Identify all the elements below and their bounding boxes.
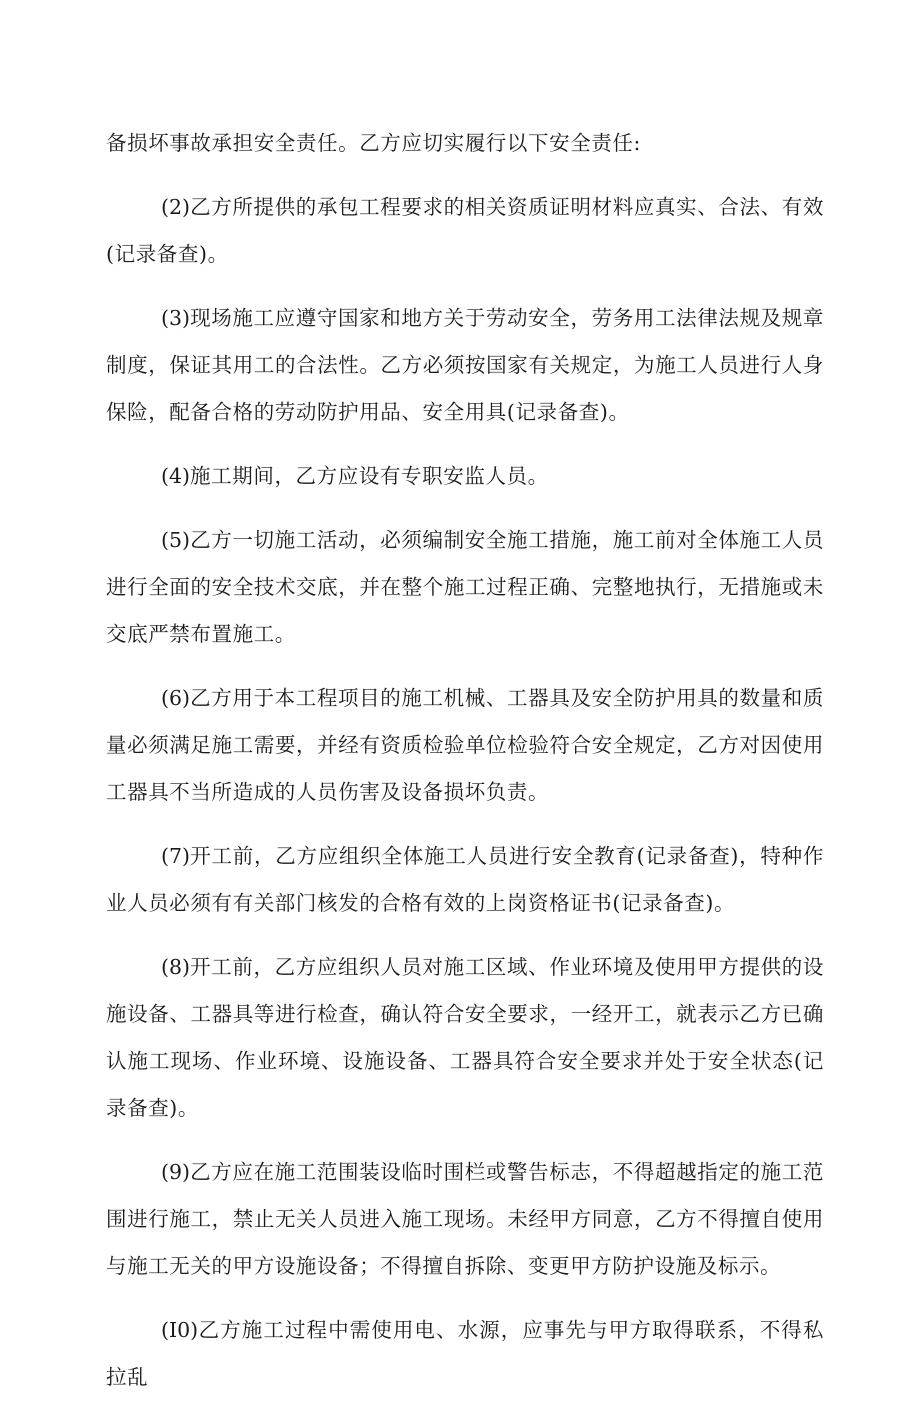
paragraph-5	[106, 517, 824, 658]
paragraph-6	[106, 675, 824, 816]
paragraph-7	[106, 833, 824, 927]
paragraph-text: 备损坏事故承担安全责任。乙方应切实履行以下安全责任:	[106, 131, 642, 155]
paragraph-1	[106, 120, 824, 167]
paragraph-text: 开工前，乙方应组织全体施工人员进行安全教育(记录备查)，特种作业人员必须有有关部门核发的合格有效的上岗资格证书(记录备查)。	[106, 844, 824, 915]
item-number: (6)	[161, 686, 191, 710]
item-number: (7)	[161, 844, 191, 868]
item-number: (I0)	[161, 1318, 199, 1342]
paragraph-8	[106, 944, 824, 1132]
paragraph-text: 施工期间，乙方应设有专职安监人员。	[190, 464, 549, 488]
item-number: (5)	[161, 528, 191, 552]
paragraph-text: 乙方施工过程中需使用电、水源，应事先与甲方取得联系，不得私拉乱	[106, 1318, 824, 1389]
paragraph-9	[106, 1149, 824, 1290]
item-number: (2)	[161, 195, 191, 219]
paragraph-text: 乙方用于本工程项目的施工机械、工器具及安全防护用具的数量和质量必须满足施工需要，并经有资质检验单位检验符合安全规定，乙方对因使用工器具不当所造成的人员伤害及设备损坏负责。	[106, 686, 824, 804]
item-number: (4)	[161, 464, 191, 488]
paragraph-10	[106, 1307, 824, 1401]
item-number: (3)	[161, 306, 191, 330]
item-number: (9)	[161, 1160, 191, 1184]
paragraph-2	[106, 184, 824, 278]
paragraph-text: 现场施工应遵守国家和地方关于劳动安全，劳务用工法律法规及规章制度，保证其用工的合法性。乙方必须按国家有关规定，为施工人员进行人身保险，配备合格的劳动防护用品、安全用具(记录备查)。	[106, 306, 824, 424]
paragraph-4	[106, 453, 824, 500]
paragraph-text: 乙方所提供的承包工程要求的相关资质证明材料应真实、合法、有效(记录备查)。	[106, 195, 824, 266]
paragraph-text: 乙方应在施工范围装设临时围栏或警告标志，不得超越指定的施工范围进行施工，禁止无关人员进入施工现场。未经甲方同意，乙方不得擅自使用与施工无关的甲方设施设备；不得擅自拆除、变更甲方防护设施及标示。	[106, 1160, 824, 1278]
item-number: (8)	[161, 955, 191, 979]
paragraph-text: 乙方一切施工活动，必须编制安全施工措施，施工前对全体施工人员进行全面的安全技术交底，并在整个施工过程正确、完整地执行，无措施或未交底严禁布置施工。	[106, 528, 824, 646]
paragraph-3	[106, 295, 824, 436]
paragraph-text: 开工前，乙方应组织人员对施工区域、作业环境及使用甲方提供的设施设备、工器具等进行检查，确认符合安全要求，一经开工，就表示乙方已确认施工现场、作业环境、设施设备、工器具符合安全要求并处于安全状态(记录备查)。	[106, 955, 824, 1120]
